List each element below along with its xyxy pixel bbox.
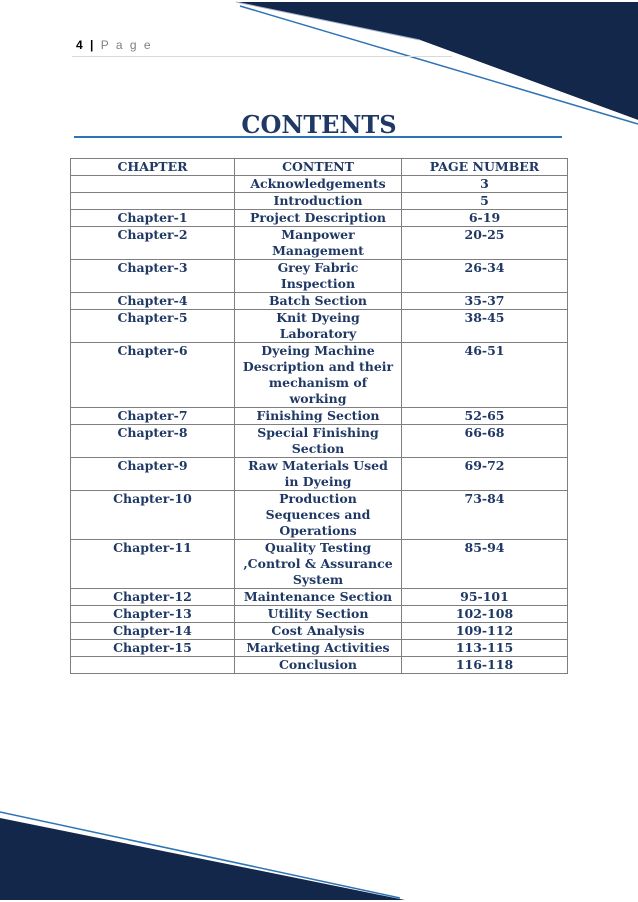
header-separator: | bbox=[90, 38, 94, 52]
page-number-cell: 109-112 bbox=[402, 623, 568, 640]
table-row bbox=[71, 210, 568, 227]
table-row bbox=[71, 293, 568, 310]
top-right-banner bbox=[236, 2, 638, 124]
header-rule bbox=[72, 56, 452, 57]
page-number-cell: 20-25 bbox=[402, 227, 568, 260]
page-number-cell: 5 bbox=[402, 193, 568, 210]
page-header bbox=[76, 38, 153, 52]
page-number-cell: 69-72 bbox=[402, 458, 568, 491]
page-title: CONTENTS bbox=[241, 110, 397, 139]
contents-table bbox=[70, 158, 568, 674]
page-number-cell: 66-68 bbox=[402, 425, 568, 458]
page-number-cell: 46-51 bbox=[402, 343, 568, 408]
table-header-row bbox=[71, 159, 568, 176]
content-cell: Grey Fabric Inspection bbox=[235, 260, 402, 293]
content-cell: Utility Section bbox=[235, 606, 402, 623]
chapter-cell: Chapter-9 bbox=[71, 458, 235, 491]
chapter-cell: Chapter-5 bbox=[71, 310, 235, 343]
chapter-cell: Chapter-14 bbox=[71, 623, 235, 640]
content-cell: Production Sequences and Operations bbox=[235, 491, 402, 540]
table-row bbox=[71, 606, 568, 623]
content-cell: Manpower Management bbox=[235, 227, 402, 260]
table-row bbox=[71, 408, 568, 425]
chapter-cell: Chapter-3 bbox=[71, 260, 235, 293]
page-number-cell: 26-34 bbox=[402, 260, 568, 293]
chapter-cell: Chapter-13 bbox=[71, 606, 235, 623]
page-number-cell: 95-101 bbox=[402, 589, 568, 606]
title-underline bbox=[74, 136, 562, 138]
table-row bbox=[71, 589, 568, 606]
chapter-cell: Chapter-7 bbox=[71, 408, 235, 425]
content-cell: Conclusion bbox=[235, 657, 402, 674]
content-cell: Special Finishing Section bbox=[235, 425, 402, 458]
table-body bbox=[71, 176, 568, 674]
table-row bbox=[71, 310, 568, 343]
page-number-cell: 52-65 bbox=[402, 408, 568, 425]
chapter-cell bbox=[71, 657, 235, 674]
chapter-cell: Chapter-8 bbox=[71, 425, 235, 458]
content-cell: Marketing Activities bbox=[235, 640, 402, 657]
chapter-cell: Chapter-2 bbox=[71, 227, 235, 260]
content-cell: Acknowledgements bbox=[235, 176, 402, 193]
chapter-cell: Chapter-4 bbox=[71, 293, 235, 310]
content-cell: Knit Dyeing Laboratory bbox=[235, 310, 402, 343]
page-label: P a g e bbox=[100, 38, 153, 52]
chapter-cell: Chapter-12 bbox=[71, 589, 235, 606]
chapter-cell bbox=[71, 176, 235, 193]
page-number-cell: 116-118 bbox=[402, 657, 568, 674]
content-cell: Batch Section bbox=[235, 293, 402, 310]
page-number-cell: 6-19 bbox=[402, 210, 568, 227]
page-number-cell: 38-45 bbox=[402, 310, 568, 343]
page-number: 4 bbox=[76, 38, 83, 52]
page-number-cell: 3 bbox=[402, 176, 568, 193]
chapter-cell: Chapter-11 bbox=[71, 540, 235, 589]
table-row bbox=[71, 176, 568, 193]
column-header-content: CONTENT bbox=[235, 159, 402, 176]
content-cell: Raw Materials Used in Dyeing bbox=[235, 458, 402, 491]
column-header-page-number: PAGE NUMBER bbox=[402, 159, 568, 176]
content-cell: Finishing Section bbox=[235, 408, 402, 425]
table-row bbox=[71, 425, 568, 458]
content-cell: Maintenance Section bbox=[235, 589, 402, 606]
chapter-cell: Chapter-15 bbox=[71, 640, 235, 657]
table-row bbox=[71, 260, 568, 293]
content-cell: Cost Analysis bbox=[235, 623, 402, 640]
table-row bbox=[71, 623, 568, 640]
table-row bbox=[71, 193, 568, 210]
table-row bbox=[71, 540, 568, 589]
page-number-cell: 102-108 bbox=[402, 606, 568, 623]
content-cell: Quality Testing ,Control & Assurance System bbox=[235, 540, 402, 589]
table-row bbox=[71, 227, 568, 260]
page-number-cell: 35-37 bbox=[402, 293, 568, 310]
page-number-cell: 113-115 bbox=[402, 640, 568, 657]
table-row bbox=[71, 657, 568, 674]
column-header-chapter: CHAPTER bbox=[71, 159, 235, 176]
chapter-cell: Chapter-1 bbox=[71, 210, 235, 227]
table-row bbox=[71, 491, 568, 540]
content-cell: Introduction bbox=[235, 193, 402, 210]
page-number-cell: 85-94 bbox=[402, 540, 568, 589]
bottom-left-banner bbox=[0, 812, 405, 900]
content-cell: Dyeing Machine Description and their mechanism of working bbox=[235, 343, 402, 408]
table-row bbox=[71, 343, 568, 408]
content-cell: Project Description bbox=[235, 210, 402, 227]
table-row bbox=[71, 640, 568, 657]
chapter-cell bbox=[71, 193, 235, 210]
chapter-cell: Chapter-10 bbox=[71, 491, 235, 540]
chapter-cell: Chapter-6 bbox=[71, 343, 235, 408]
page-number-cell: 73-84 bbox=[402, 491, 568, 540]
table-row bbox=[71, 458, 568, 491]
